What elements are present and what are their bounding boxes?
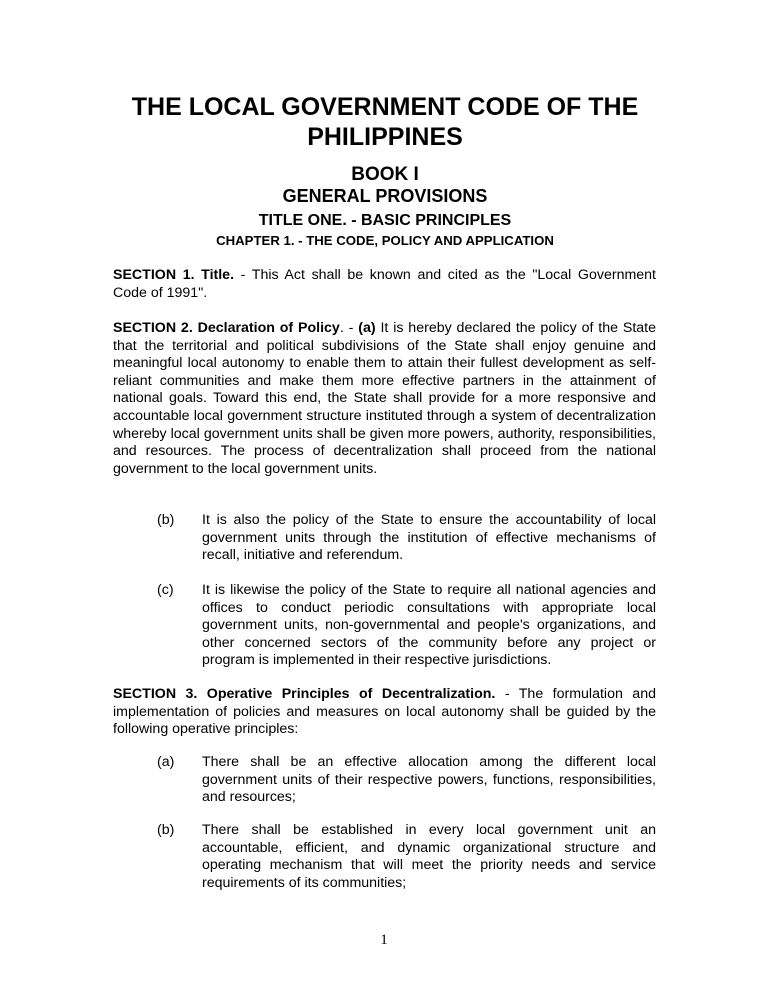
section-3-item-a-text: There shall be an effective allocation among the different local government units of their respective powers, functions, responsibilities, and resources; (202, 754, 656, 806)
section-3-text: - The formulation and implementation of policies and measures on local autonomy shall be guided by the following operative principles: (113, 686, 656, 738)
chapter-heading: CHAPTER 1. - THE CODE, POLICY AND APPLICATION (216, 233, 554, 248)
section-1-heading: SECTION 1. Title. (113, 267, 235, 283)
section-3-item-b (157, 822, 656, 892)
section-2-text: It is hereby declared the policy of the State that the territorial and political subdivisions of the State shall enjoy genuine and meaningful local autonomy to enable them to attain their fullest development as self-reliant communities and make them more effective partners in the attainment of national goals. Toward this end, the State shall provide for a more responsive and accountable local government structure instituted through a system of decentralization whereby local government units shall be given more powers, authority, responsibilities, and resources. The process of decentralization shall proceed from the national government to the local government units. (113, 320, 656, 477)
section-2-item-b-marker: (b) (157, 512, 175, 528)
section-2-item-b-text: It is also the policy of the State to ensure the accountability of local government units through the institution of effective mechanisms of recall, initiative and referendum. (202, 512, 656, 564)
section-2-item-c-marker: (c) (157, 582, 174, 598)
section-2-item-c (157, 582, 656, 670)
title-one-heading: TITLE ONE. - BASIC PRINCIPLES (258, 212, 512, 229)
section-3-item-a-marker: (a) (157, 754, 175, 770)
general-provisions-heading: GENERAL PROVISIONS (282, 186, 488, 206)
section-2 (113, 320, 656, 478)
book-heading: BOOK I (351, 164, 419, 185)
page-number: 1 (380, 932, 388, 948)
document-title: THE LOCAL GOVERNMENT CODE OF THE PHILIPPINES (131, 93, 639, 151)
section-2-item-c-text: It is likewise the policy of the State to require all national agencies and offices to conduct periodic consultations with appropriate local government units, non-governmental and people's organizations, and other concerned sectors of the community before any project or program is implemented in their respective jurisdictions. (202, 582, 656, 669)
section-1 (113, 267, 656, 302)
section-2-separator: . - (339, 320, 359, 336)
section-2-item-b (157, 512, 656, 565)
section-2-marker-a: (a) (358, 320, 376, 336)
section-3 (113, 686, 656, 739)
section-3-item-a (157, 754, 656, 807)
section-1-text: - This Act shall be known and cited as the "Local Government Code of 1991". (113, 267, 656, 301)
section-3-item-b-text: There shall be established in every local government unit an accountable, efficient, and dynamic organizational structure and operating mechanism that will meet the priority needs and service requirements of its communities; (202, 822, 656, 891)
section-2-heading: SECTION 2. Declaration of Policy (113, 320, 340, 336)
section-3-item-b-marker: (b) (157, 822, 175, 838)
section-3-heading: SECTION 3. Operative Principles of Decentralization. (113, 686, 496, 702)
